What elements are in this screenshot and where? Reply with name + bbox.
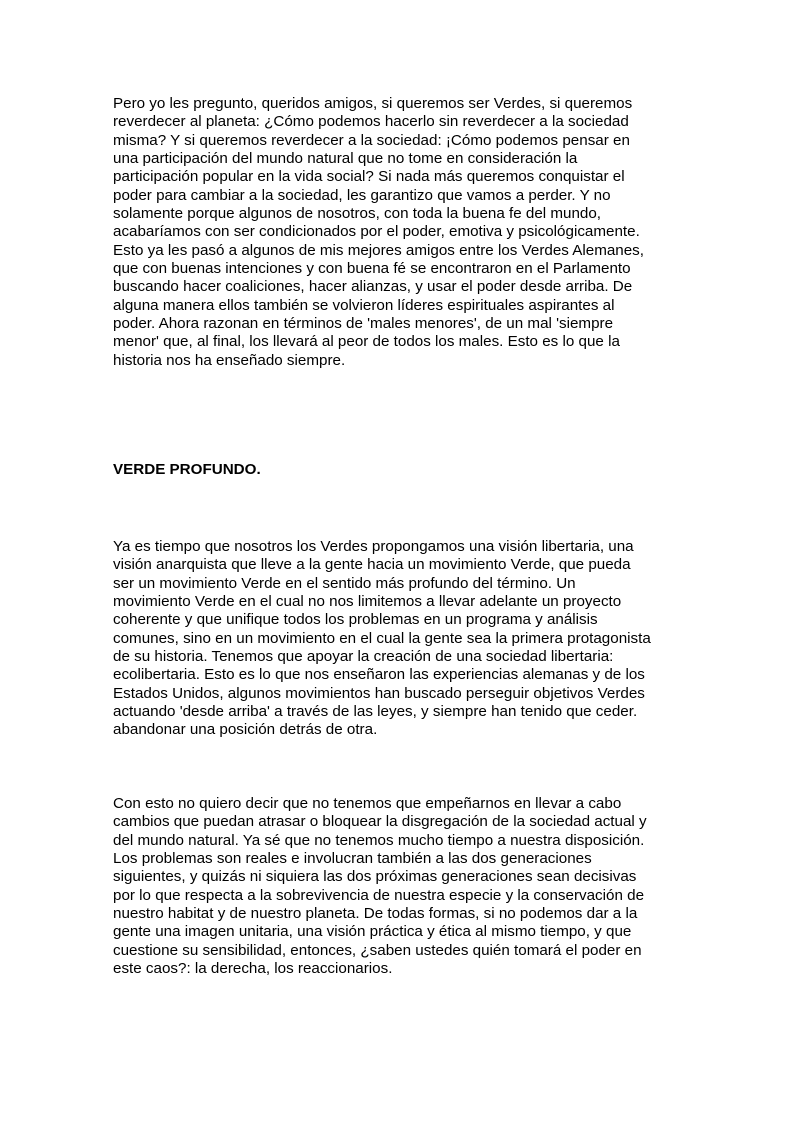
text-line: Esto ya les pasó a algunos de mis mejores amigos entre los Verdes Alemanes, [113,241,644,259]
text-line: ecolibertaria. Esto es lo que nos enseñaron las experiencias alemanas y de los [113,666,645,684]
text-line: cuestione su sensibilidad, entonces, ¿saben ustedes quién tomará el poder en [113,941,642,959]
text-line: menor' que, al final, los llevará al peor de todos los males. Esto es lo que la [113,333,620,351]
text-line: cambios que puedan atrasar o bloquear la disgregación de la sociedad actual y [113,813,647,831]
text-line: este caos?: la derecha, los reaccionarios. [113,960,393,978]
text-line: poder. Ahora razonan en términos de 'males menores', de un mal 'siempre [113,315,614,333]
text-line: siguientes, y quizás ni siquiera las dos próximas generaciones sean decisivas [113,868,637,886]
text-line: alguna manera ellos también se volvieron líderes espirituales aspirantes al [113,296,615,314]
text-line: Los problemas son reales e involucran también a las dos generaciones [113,850,592,868]
text-line: una participación del mundo natural que no tome en consideración la [113,150,578,168]
text-line: del mundo natural. Ya sé que no tenemos mucho tiempo a nuestra disposición. [113,831,645,849]
text-line: participación popular en la vida social? Si nada más queremos conquistar el [113,168,625,186]
paragraph [113,538,683,740]
text-line: historia nos ha enseñado siempre. [113,351,346,369]
text-line: coherente y que unifique todos los problemas en un programa y análisis [113,611,598,629]
text-line: comunes, sino en un movimiento en el cual la gente sea la primera protagonista [113,629,651,647]
text-line: Ya es tiempo que nosotros los Verdes propongamos una visión libertaria, una [113,538,634,555]
section-heading: VERDE PROFUNDO. [113,461,261,478]
text-line: Estados Unidos, algunos movimientos han buscado perseguir objetivos Verdes [113,684,645,702]
text-line: movimiento Verde en el cual no nos limitemos a llevar adelante un proyecto [113,593,622,611]
paragraph [113,95,683,370]
text-line: nuestro habitat y de nuestro planeta. De todas formas, si no podemos dar a la [113,905,638,923]
text-line: misma? Y si queremos reverdecer a la sociedad: ¡Cómo podemos pensar en [113,131,630,149]
text-line: buscando hacer coaliciones, hacer alianzas, y usar el poder desde arriba. De [113,278,633,296]
text-line: visión anarquista que lleve a la gente hacia un movimiento Verde, que pueda [113,556,631,574]
paragraph [113,795,683,978]
text-line: reverdecer al planeta: ¿Cómo podemos hacerlo sin reverdecer a la sociedad [113,113,629,131]
text-line: que con buenas intenciones y con buena fé se encontraron en el Parlamento [113,260,631,278]
text-line: por lo que respecta a la sobrevivencia de nuestra especie y la conservación de [113,886,645,904]
text-line: abandonar una posición detrás de otra. [113,721,378,739]
text-line: poder para cambiar a la sociedad, les garantizo que vamos a perder. Y no [113,186,611,204]
text-line: de su historia. Tenemos que apoyar la creación de una sociedad libertaria: [113,648,614,666]
text-line: gente una imagen unitaria, una visión práctica y ética al mismo tiempo, y que [113,923,632,941]
text-line: ser un movimiento Verde en el sentido más profundo del término. Un [113,574,576,592]
text-line: actuando 'desde arriba' a través de las leyes, y siempre han tenido que ceder. [113,703,638,721]
text-line: solamente porque algunos de nosotros, con toda la buena fe del mundo, [113,205,602,223]
text-line: acabaríamos con ser condicionados por el poder, emotiva y psicológicamente. [113,223,640,241]
text-line: Con esto no quiero decir que no tenemos que empeñarnos en llevar a cabo [113,795,622,812]
text-line: Pero yo les pregunto, queridos amigos, si queremos ser Verdes, si queremos [113,95,633,112]
